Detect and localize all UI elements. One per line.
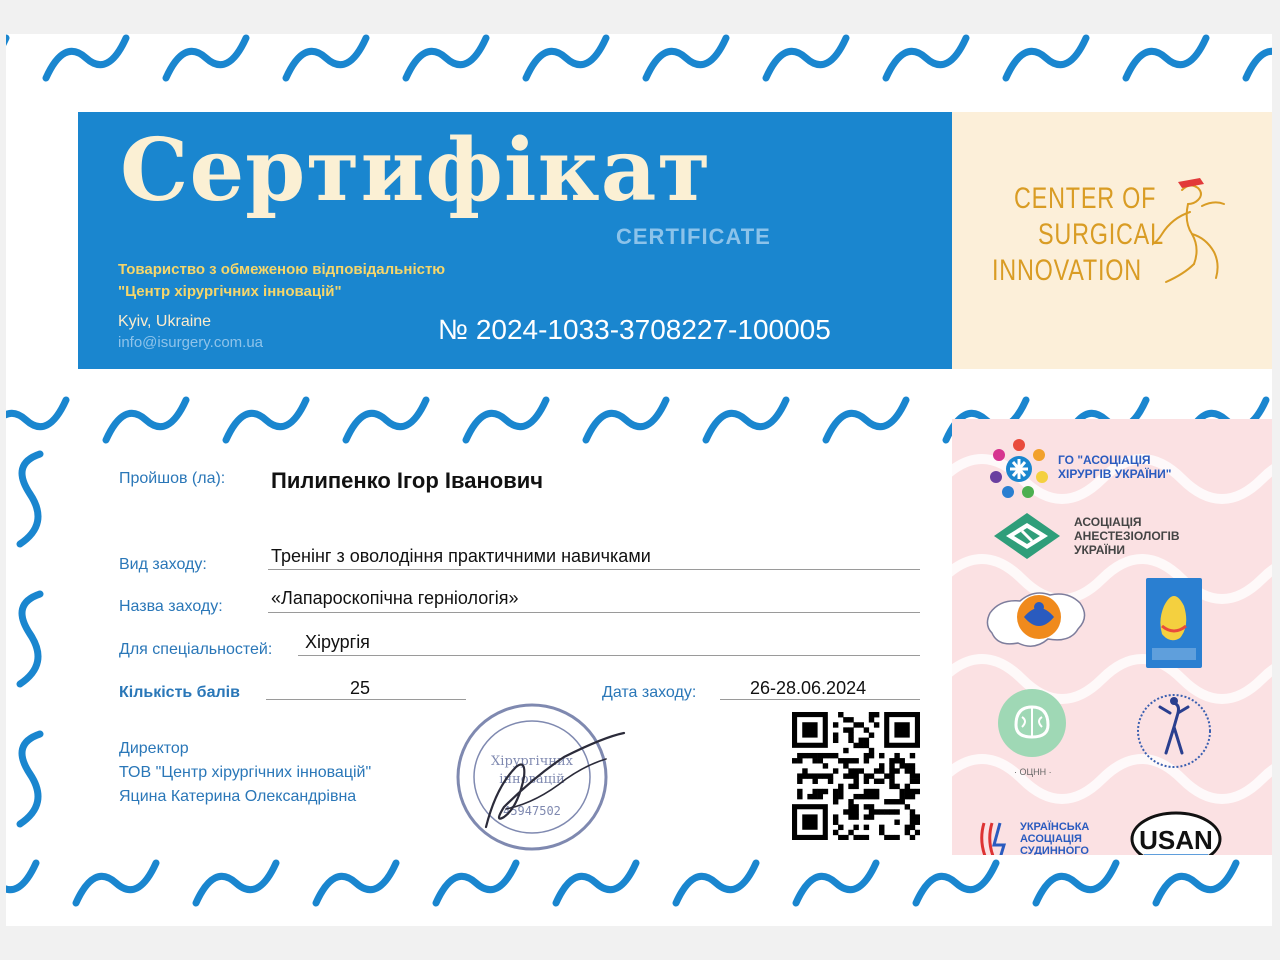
qr-module xyxy=(848,814,853,819)
wave-stroke xyxy=(20,734,40,824)
qr-module xyxy=(864,727,869,732)
anesthesiologists-line3: УКРАЇНИ xyxy=(1074,543,1126,557)
certificate-sheet xyxy=(6,34,1272,926)
associations-panel xyxy=(952,419,1272,855)
qr-module xyxy=(843,727,848,732)
qr-module xyxy=(910,773,915,778)
qr-module xyxy=(848,804,853,809)
qr-module xyxy=(884,835,889,840)
certificate-title: Сертифікат xyxy=(120,120,712,221)
qr-module xyxy=(884,809,889,814)
wave-stroke xyxy=(1036,863,1116,903)
qr-module xyxy=(797,789,802,794)
wave-stroke xyxy=(406,38,486,78)
qr-module xyxy=(900,794,905,799)
qr-module xyxy=(838,712,843,717)
event-date-label: Дата заходу: xyxy=(602,684,697,701)
qr-module xyxy=(823,789,828,794)
anesthesiologists-line1: АСОЦІАЦІЯ xyxy=(1074,515,1142,529)
qr-module xyxy=(853,814,858,819)
qr-module xyxy=(905,804,910,809)
wave-stroke xyxy=(556,863,636,903)
surgeons-association-line1: ГО "АСОЦІАЦІЯ xyxy=(1058,453,1151,467)
qr-module xyxy=(848,738,853,743)
qr-module xyxy=(889,809,894,814)
qr-module xyxy=(812,773,817,778)
qr-module xyxy=(848,773,853,778)
qr-module xyxy=(848,732,853,737)
organization-name-line1: Товариство з обмеженою відповідальністю xyxy=(118,261,446,278)
qr-module xyxy=(869,814,874,819)
certificate-number: № 2024-1033-3708227-100005 xyxy=(438,314,831,345)
qr-module xyxy=(843,773,848,778)
qr-module xyxy=(812,779,817,784)
qr-module xyxy=(823,773,828,778)
qr-module xyxy=(843,758,848,763)
qr-module xyxy=(905,794,910,799)
qr-module xyxy=(869,773,874,778)
center-logo-panel xyxy=(952,112,1272,369)
organization-name-line2: "Центр хірургічних інновацій" xyxy=(118,283,342,300)
student-name: Пилипенко Ігор Іванович xyxy=(271,468,544,493)
wave-stroke xyxy=(76,863,156,903)
organization-email: info@isurgery.com.ua xyxy=(118,334,264,351)
qr-module xyxy=(879,753,884,758)
stamp-text-line2: інновацій xyxy=(499,772,565,787)
qr-module xyxy=(869,712,874,717)
wave-stroke xyxy=(646,38,726,78)
qr-module xyxy=(859,722,864,727)
qr-module xyxy=(853,773,858,778)
qr-module xyxy=(869,794,874,799)
qr-module xyxy=(797,758,802,763)
surgeons-association-line2: ХІРУРГІВ УКРАЇНИ" xyxy=(1058,467,1172,481)
stamp-text-line1: Хірургічних xyxy=(491,754,573,769)
wave-stroke xyxy=(916,863,996,903)
qr-module xyxy=(900,799,905,804)
qr-module xyxy=(910,789,915,794)
qr-module xyxy=(900,763,905,768)
qr-module xyxy=(879,768,884,773)
wave-stroke xyxy=(286,38,366,78)
vascular-access-line2: АСОЦІАЦІЯ xyxy=(1020,833,1082,845)
qr-module xyxy=(807,773,812,778)
qr-module xyxy=(853,809,858,814)
vascular-access-line1: УКРАЇНСЬКА xyxy=(1020,821,1090,833)
qr-module xyxy=(889,799,894,804)
qr-module xyxy=(833,732,838,737)
qr-module xyxy=(905,768,910,773)
event-name-value: «Лапароскопічна герніологія» xyxy=(271,588,519,608)
usan-logo xyxy=(1128,809,1224,855)
specialty-underline xyxy=(298,655,920,656)
vascular-access-association-icon xyxy=(978,819,1012,855)
qr-module xyxy=(828,773,833,778)
qr-module xyxy=(864,753,869,758)
qr-module xyxy=(910,814,915,819)
qr-module xyxy=(864,779,869,784)
wave-stroke xyxy=(106,400,186,440)
qr-module xyxy=(838,784,843,789)
qr-module xyxy=(864,758,869,763)
official-stamp-and-signature xyxy=(446,699,646,859)
qr-module xyxy=(843,717,848,722)
event-name-underline xyxy=(268,612,920,613)
qr-module xyxy=(889,768,894,773)
qr-module xyxy=(869,717,874,722)
wave-stroke xyxy=(886,38,966,78)
qr-module xyxy=(894,835,899,840)
logo-text-line1: CENTER OF xyxy=(1014,182,1157,215)
qr-module xyxy=(869,748,874,753)
qr-module xyxy=(915,779,920,784)
specialty-value: Хірургія xyxy=(305,632,370,652)
points-underline xyxy=(266,699,466,700)
qr-finder-pattern xyxy=(802,814,817,829)
event-date-value: 26-28.06.2024 xyxy=(750,678,867,698)
qr-module xyxy=(807,753,812,758)
points-label: Кількість балів xyxy=(119,684,240,701)
qr-code[interactable] xyxy=(792,712,920,840)
qr-module xyxy=(889,835,894,840)
qr-module xyxy=(853,784,858,789)
qr-module xyxy=(894,809,899,814)
qr-module xyxy=(848,717,853,722)
qr-module xyxy=(833,789,838,794)
qr-module xyxy=(879,830,884,835)
qr-finder-pattern xyxy=(894,722,909,737)
qr-module xyxy=(812,758,817,763)
director-name: Яцина Катерина Олександрівна xyxy=(119,788,357,805)
qr-module xyxy=(797,794,802,799)
qr-module xyxy=(843,809,848,814)
director-title: Директор xyxy=(119,740,189,757)
qr-module xyxy=(818,758,823,763)
center-of-surgical-innovation-logo xyxy=(992,182,1242,302)
qr-module xyxy=(864,794,869,799)
qr-module xyxy=(910,753,915,758)
qr-module xyxy=(848,799,853,804)
vascular-society-book-icon xyxy=(1144,576,1204,670)
qr-module xyxy=(884,799,889,804)
qr-module xyxy=(802,753,807,758)
qr-module xyxy=(807,794,812,799)
qr-module xyxy=(894,799,899,804)
qr-module xyxy=(910,809,915,814)
qr-module xyxy=(910,825,915,830)
qr-module xyxy=(843,748,848,753)
qr-module xyxy=(905,763,910,768)
qr-module xyxy=(812,753,817,758)
qr-module xyxy=(864,789,869,794)
qr-module xyxy=(848,758,853,763)
points-value: 25 xyxy=(350,678,371,698)
qr-module xyxy=(864,825,869,830)
qr-module xyxy=(853,722,858,727)
qr-module xyxy=(833,768,838,773)
qr-module xyxy=(869,804,874,809)
qr-module xyxy=(853,835,858,840)
wave-stroke xyxy=(20,454,40,544)
usan-logo-text: USAN xyxy=(1139,825,1213,855)
wave-stroke xyxy=(226,400,306,440)
ocnn-brain-logo-icon xyxy=(996,687,1068,759)
qr-module xyxy=(833,753,838,758)
qr-module xyxy=(838,758,843,763)
event-date-underline xyxy=(720,699,920,700)
qr-module xyxy=(838,825,843,830)
specialty-label: Для спеціальностей: xyxy=(119,641,273,658)
qr-module xyxy=(894,768,899,773)
qr-module xyxy=(894,753,899,758)
wave-stroke xyxy=(466,400,546,440)
anesthesiologists-line2: АНЕСТЕЗІОЛОГІВ xyxy=(1074,529,1180,543)
wave-stroke xyxy=(1156,863,1236,903)
wave-stroke xyxy=(766,38,846,78)
qr-module xyxy=(818,753,823,758)
qr-module xyxy=(802,773,807,778)
athlete-figure-icon xyxy=(1152,172,1232,292)
qr-module xyxy=(874,712,879,717)
wave-stroke xyxy=(46,38,126,78)
qr-module xyxy=(853,768,858,773)
event-type-value: Тренінг з оволодіння практичними навичками xyxy=(271,546,651,566)
qr-module xyxy=(889,763,894,768)
qr-module xyxy=(910,820,915,825)
certificate-subtitle: CERTIFICATE xyxy=(616,224,771,249)
qr-module xyxy=(874,794,879,799)
qr-module xyxy=(874,809,879,814)
qr-module xyxy=(828,779,833,784)
qr-module xyxy=(889,784,894,789)
qr-finder-pattern xyxy=(802,722,817,737)
logo-text-line2: SURGICAL xyxy=(1038,218,1164,251)
qr-module xyxy=(879,825,884,830)
qr-module xyxy=(838,794,843,799)
qr-module xyxy=(879,779,884,784)
qr-module xyxy=(833,722,838,727)
qr-module xyxy=(843,763,848,768)
wave-stroke xyxy=(526,38,606,78)
organization-city: Kyiv, Ukraine xyxy=(118,313,212,330)
wave-stroke xyxy=(826,400,906,440)
qr-module xyxy=(864,773,869,778)
qr-module xyxy=(833,820,838,825)
qr-module xyxy=(792,758,797,763)
qr-module xyxy=(812,789,817,794)
qr-module xyxy=(838,835,843,840)
qr-module xyxy=(910,763,915,768)
qr-module xyxy=(864,738,869,743)
qr-module xyxy=(874,768,879,773)
wave-stroke xyxy=(436,863,516,903)
qr-module xyxy=(848,784,853,789)
qr-module xyxy=(905,789,910,794)
qr-module xyxy=(869,753,874,758)
qr-module xyxy=(910,768,915,773)
qr-module xyxy=(900,758,905,763)
surgeons-association-icon xyxy=(988,437,1050,499)
qr-module xyxy=(859,738,864,743)
qr-module xyxy=(833,799,838,804)
qr-module xyxy=(818,789,823,794)
stamp-code: 45947502 xyxy=(503,804,561,818)
qr-module xyxy=(833,794,838,799)
wave-stroke xyxy=(6,400,66,440)
qr-module xyxy=(869,789,874,794)
qr-module xyxy=(874,722,879,727)
qr-module xyxy=(848,768,853,773)
qr-module xyxy=(828,753,833,758)
qr-module xyxy=(864,835,869,840)
qr-module xyxy=(848,727,853,732)
wave-stroke xyxy=(1126,38,1206,78)
qr-module xyxy=(910,835,915,840)
wave-stroke xyxy=(346,400,426,440)
qr-module xyxy=(818,773,823,778)
qr-module xyxy=(889,779,894,784)
wave-stroke xyxy=(6,863,36,903)
wave-stroke xyxy=(166,38,246,78)
qr-module xyxy=(894,820,899,825)
qr-module xyxy=(879,809,884,814)
qr-module xyxy=(915,830,920,835)
qr-module xyxy=(802,768,807,773)
qr-module xyxy=(853,758,858,763)
qr-module xyxy=(889,773,894,778)
qr-module xyxy=(889,758,894,763)
qr-module xyxy=(905,830,910,835)
qr-module xyxy=(874,789,879,794)
event-type-underline xyxy=(268,569,920,570)
qr-module xyxy=(797,773,802,778)
qr-module xyxy=(823,753,828,758)
logo-text-line3: INNOVATION xyxy=(992,254,1142,287)
qr-module xyxy=(853,779,858,784)
qr-module xyxy=(869,809,874,814)
ribbon-figure-logo-icon xyxy=(1134,691,1214,771)
qr-module xyxy=(905,825,910,830)
qr-module xyxy=(859,794,864,799)
qr-module xyxy=(874,779,879,784)
qr-module xyxy=(833,830,838,835)
ukraine-map-logo-icon xyxy=(984,583,1094,663)
qr-module xyxy=(859,743,864,748)
qr-module xyxy=(869,732,874,737)
qr-module xyxy=(838,789,843,794)
qr-module xyxy=(864,814,869,819)
qr-module xyxy=(853,804,858,809)
qr-module xyxy=(910,779,915,784)
qr-module xyxy=(910,794,915,799)
wave-stroke xyxy=(1006,38,1086,78)
wave-stroke xyxy=(20,594,40,684)
qr-module xyxy=(797,753,802,758)
wave-stroke xyxy=(586,400,666,440)
qr-module xyxy=(879,763,884,768)
qr-module xyxy=(848,809,853,814)
qr-module xyxy=(833,814,838,819)
qr-module xyxy=(797,779,802,784)
ocnn-caption: · ОЦНН · xyxy=(1014,767,1052,777)
qr-module xyxy=(864,743,869,748)
passed-label: Пройшов (ла): xyxy=(119,470,226,487)
wave-stroke xyxy=(796,863,876,903)
wave-stroke xyxy=(676,863,756,903)
qr-module xyxy=(823,763,828,768)
wave-stroke xyxy=(706,400,786,440)
qr-module xyxy=(894,784,899,789)
qr-module xyxy=(894,758,899,763)
director-company: ТОВ "Центр хірургічних інновацій" xyxy=(119,764,372,781)
header-banner xyxy=(78,112,952,369)
qr-module xyxy=(848,830,853,835)
qr-module xyxy=(853,794,858,799)
qr-module xyxy=(915,820,920,825)
vascular-access-line3: СУДИННОГО xyxy=(1020,845,1089,855)
event-name-label: Назва заходу: xyxy=(119,598,223,615)
qr-module xyxy=(915,789,920,794)
event-type-label: Вид заходу: xyxy=(119,556,207,573)
qr-module xyxy=(853,743,858,748)
qr-module xyxy=(915,814,920,819)
qr-module xyxy=(843,835,848,840)
qr-module xyxy=(812,794,817,799)
qr-module xyxy=(915,773,920,778)
qr-module xyxy=(833,738,838,743)
wave-stroke xyxy=(196,863,276,903)
qr-module xyxy=(900,789,905,794)
qr-module xyxy=(864,804,869,809)
qr-module xyxy=(884,773,889,778)
qr-module xyxy=(859,768,864,773)
qr-module xyxy=(905,784,910,789)
qr-module xyxy=(818,794,823,799)
wave-stroke xyxy=(316,863,396,903)
qr-module xyxy=(853,825,858,830)
anesthesiologists-association-icon xyxy=(992,511,1062,561)
wave-stroke xyxy=(1246,38,1272,78)
qr-module xyxy=(859,835,864,840)
